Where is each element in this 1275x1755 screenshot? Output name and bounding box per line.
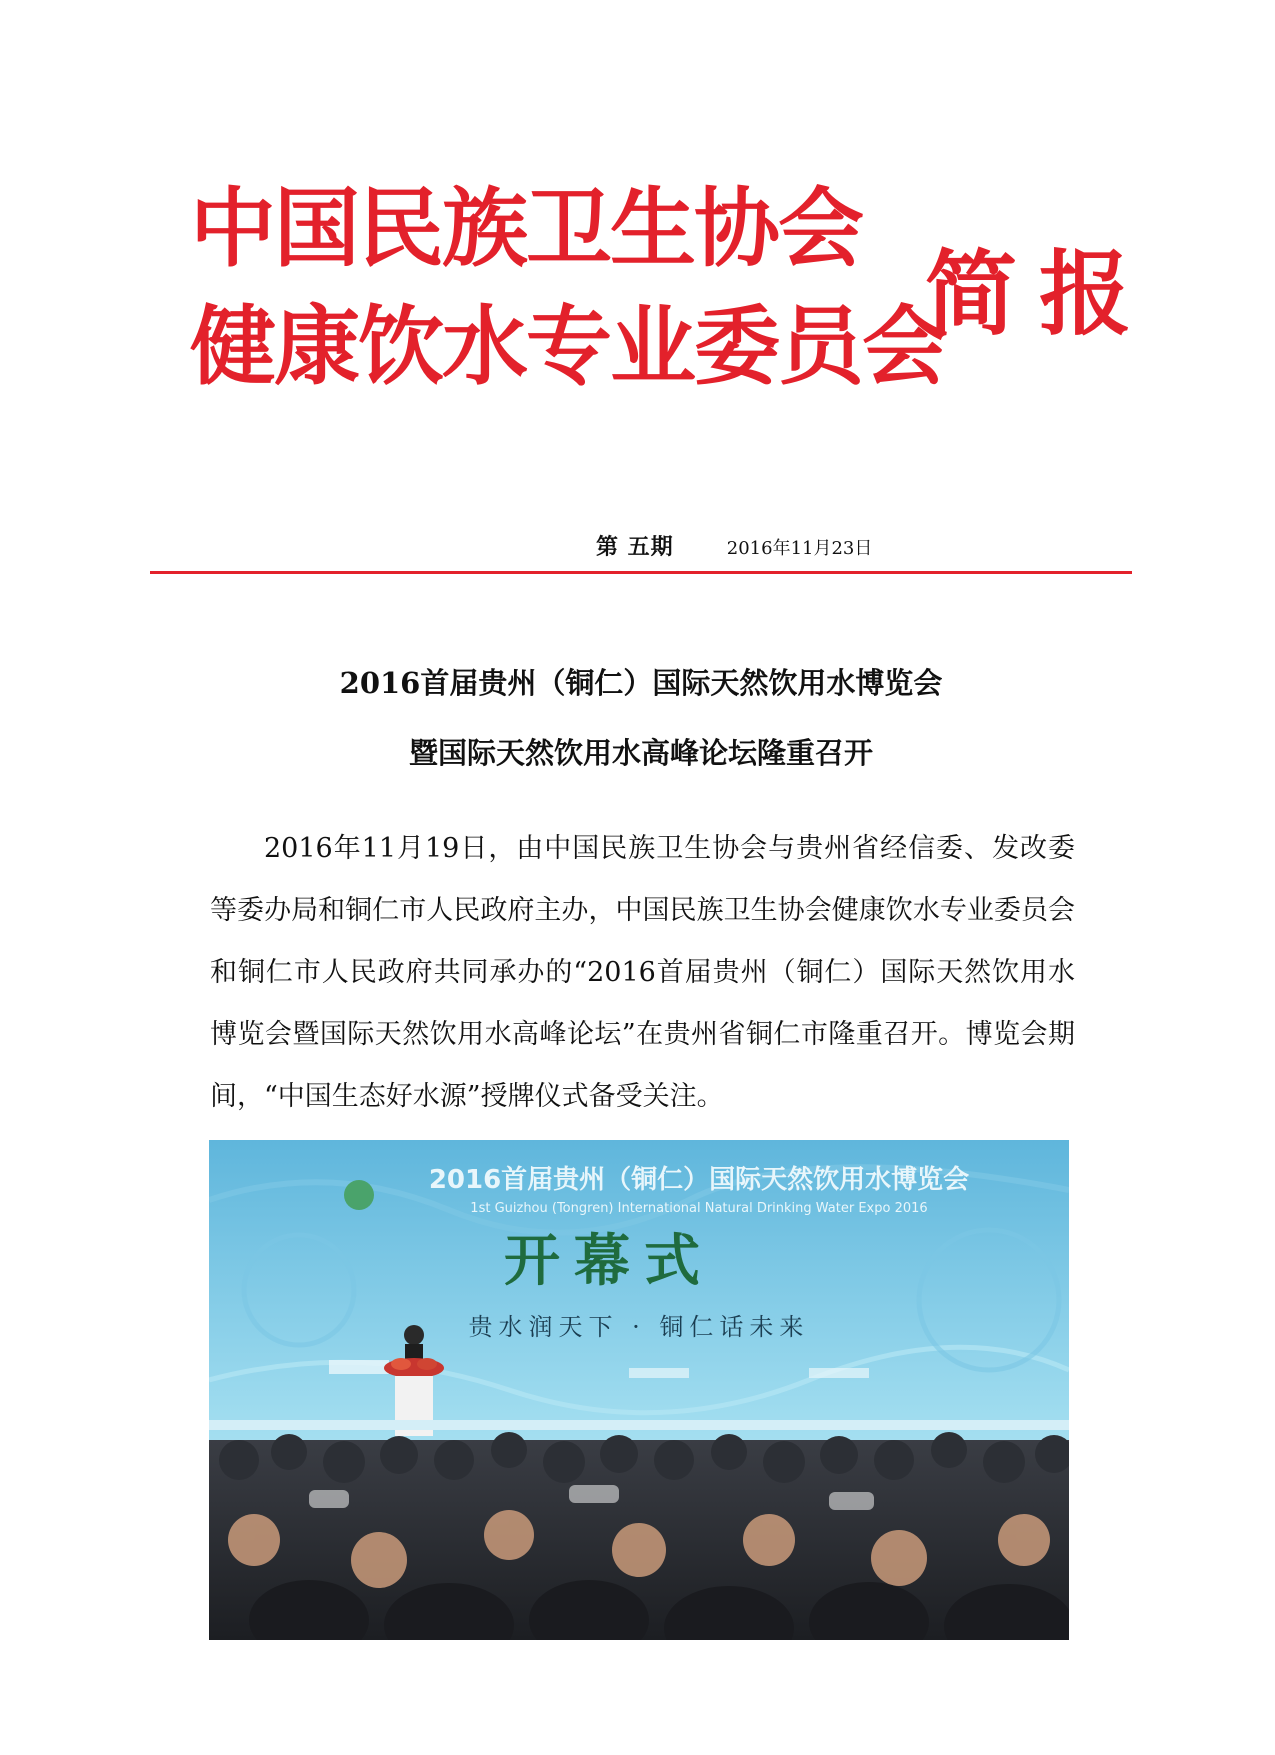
issue-number: 第 五期 xyxy=(596,534,674,560)
masthead-title-line2: 健康饮水专业委员会 xyxy=(190,297,946,397)
banner-title: 2016首届贵州（铜仁）国际天然饮用水博览会 xyxy=(428,1165,970,1195)
masthead-title xyxy=(190,170,946,406)
article-body: 2016年11月19日，由中国民族卫生协会与贵州省经信委、发改委等委办局和铜仁市人民政府主办，中国民族卫生协会健康饮水专业委员会和铜仁市人民政府共同承办的“2016首届贵州（铜仁）国际天然饮用水博览会暨国际天然饮用水高峰论坛”在贵州省铜仁市隆重召开。博览会期间，“中国生态好水源”授牌仪式备受关注。 xyxy=(210,833,1075,1112)
headline-line1: 2016首届贵州（铜仁）国际天然饮用水博览会 xyxy=(339,666,943,700)
masthead-side-label: 简报 xyxy=(925,241,1154,348)
masthead xyxy=(190,170,1154,420)
banner-main: 开幕式 xyxy=(504,1229,714,1294)
red-divider xyxy=(150,571,1132,574)
issue-date: 2016年11月23日 xyxy=(726,538,873,559)
event-photo xyxy=(209,1140,1069,1640)
headline-line2: 暨国际天然饮用水高峰论坛隆重召开 xyxy=(408,736,873,770)
expo-logo-icon xyxy=(344,1180,374,1210)
opening-ceremony-photo xyxy=(209,1140,1069,1640)
masthead-title-line1: 中国民族卫生协会 xyxy=(190,179,862,279)
issue-line xyxy=(596,530,872,564)
article-headline xyxy=(150,648,1132,788)
banner-subtitle: 1st Guizhou (Tongren) International Natural Drinking Water Expo 2016 xyxy=(470,1201,928,1216)
banner-slogan: 贵水润天下 · 铜仁话未来 xyxy=(468,1313,810,1341)
